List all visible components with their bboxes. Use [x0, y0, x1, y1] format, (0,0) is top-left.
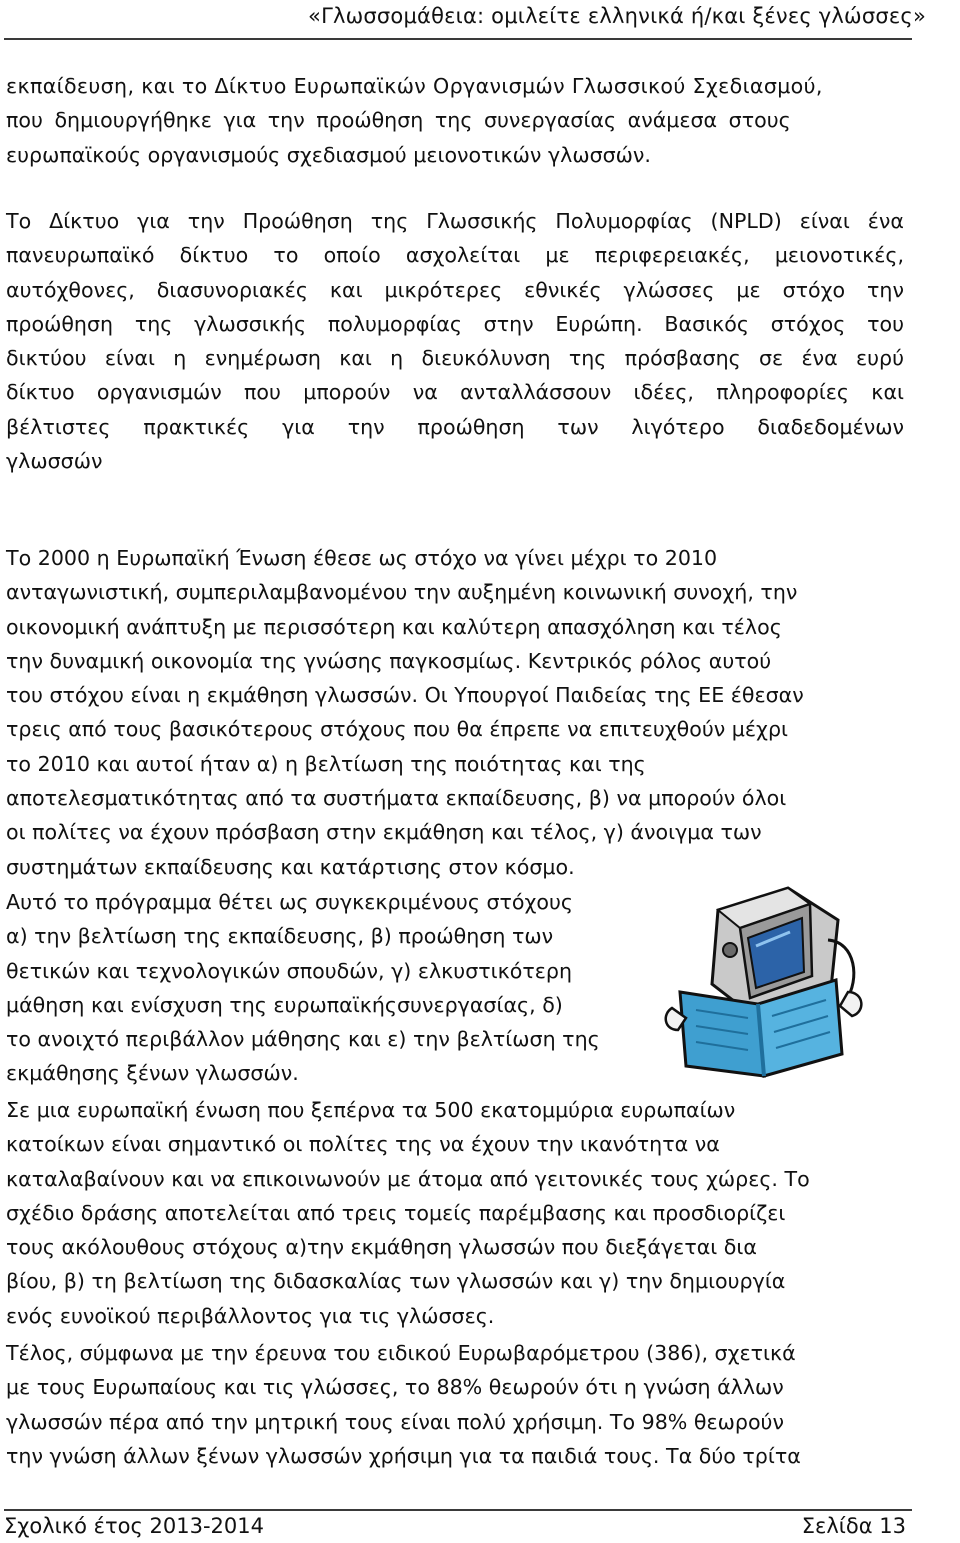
computer-reading-book-icon: [660, 880, 870, 1080]
text-line: Το Δίκτυο για την Προώθηση της Γλωσσικής Πολυμορφίας (NPLD) είναι ένα: [6, 209, 904, 233]
text-line: βέλτιστες πρακτικές για την προώθηση των λιγότερο διαδεδομένων: [6, 414, 904, 439]
text-line: ανταγωνιστική, συμπεριλαμβανομένου την αυξημένη κοινωνική συνοχή, την: [6, 580, 798, 605]
text-line: Αυτό το πρόγραμμα θέτει ως συγκεκριμένους στόχους: [6, 890, 574, 914]
page-header-title: «Γλωσσομάθεια: ομιλείτε ελληνικά ή/και ξένες γλώσσες»: [308, 4, 926, 28]
text-line: οικονομική ανάπτυξη με περισσότερη και καλύτερη απασχόληση και τέλος: [6, 614, 782, 639]
text-line: εκμάθησης ξένων γλωσσών.: [6, 1061, 299, 1086]
text-line: οι πολίτες να έχουν πρόσβαση στην εκμάθηση και τέλος, γ) άνοιγμα των: [6, 820, 762, 845]
text-line: αυτόχθονες, διασυνοριακές και μικρότερες εθνικές γλώσσες με στόχο την: [6, 277, 904, 302]
text-line: Σε μια ευρωπαϊκή ένωση που ξεπέρνα τα 500 εκατομμύρια ευρωπαίων: [6, 1098, 736, 1122]
text-line: κατοίκων είναι σημαντικό οι πολίτες της να έχουν την ικανότητα να: [6, 1132, 720, 1157]
text-line: ενός ευνοϊκού περιβάλλοντος για τις γλώσσες.: [6, 1303, 495, 1328]
text-line: τρεις από τους βασικότερους στόχους που θα έπρεπε να επιτευχθούν μέχρι: [6, 717, 788, 742]
text-line: γλωσσών πέρα από την μητρική τους είναι πολύ χρήσιμη. Το 98% θεωρούν: [6, 1409, 784, 1434]
text-line: εκπαίδευση, και το Δίκτυο Ευρωπαϊκών Οργανισμών Γλωσσικού Σχεδιασμού,: [6, 74, 823, 98]
text-line: συστημάτων εκπαίδευσης και κατάρτισης στον κόσμο.: [6, 854, 575, 879]
text-line: το 2010 και αυτοί ήταν α) η βελτίωση της ποιότητας και της: [6, 751, 646, 776]
text-line: δικτύου είναι η ενημέρωση και η διευκόλυνση της πρόσβασης σε ένα ευρύ: [6, 346, 904, 371]
text-line: που δημιουργήθηκε για την προώθηση της συνεργασίας ανάμεσα στους: [6, 108, 791, 133]
paragraph-5-action-plan: [6, 1093, 904, 1333]
paragraph-3-eu-2000: [6, 541, 904, 884]
text-line: πανευρωπαϊκό δίκτυο το οποίο ασχολείται με περιφερειακές, μειονοτικές,: [6, 243, 904, 268]
paragraph-1: [6, 69, 904, 172]
text-line: γλωσσών: [6, 449, 103, 474]
text-line: καταλαβαίνουν και να επικοινωνούν με άτομα από γειτονικές τους χώρες. Το: [6, 1166, 810, 1191]
text-line: δίκτυο οργανισμών που μπορούν να ανταλλάσσουν ιδέες, πληροφορίες και: [6, 380, 904, 405]
text-line: τους ακόλουθους στόχους α)την εκμάθηση γλωσσών που διεξάγεται δια: [6, 1235, 757, 1260]
footer-page-number: Σελίδα 13: [801, 1514, 906, 1538]
text-line: Τέλος, σύμφωνα με την έρευνα του ειδικού Ευρωβαρόμετρου (386), σχετικά: [6, 1341, 796, 1365]
footer-school-year: Σχολικό έτος 2013-2014: [4, 1514, 264, 1538]
text-line: την δυναμική οικονομία της γνώσης παγκοσμίως. Κεντρικός ρόλος αυτού: [6, 648, 772, 673]
text-line: μάθηση και ενίσχυση της ευρωπαϊκήςσυνεργασίας, δ): [6, 992, 563, 1017]
text-line: του στόχου είναι η εκμάθηση γλωσσών. Οι Υπουργοί Παιδείας της ΕΕ έθεσαν: [6, 683, 804, 708]
paragraph-6-eurobarometer: [6, 1336, 904, 1473]
text-line: το ανοιχτό περιβάλλον μάθησης και ε) την βελτίωση της: [6, 1027, 600, 1052]
text-line: α) την βελτίωση της εκπαίδευσης, β) προώθηση των: [6, 924, 554, 949]
text-line: Το 2000 η Ευρωπαϊκή Ένωση έθεσε ως στόχο να γίνει μέχρι το 2010: [6, 546, 718, 570]
text-line: θετικών και τεχνολογικών σπουδών, γ) ελκυστικότερη: [6, 958, 573, 983]
text-line: προώθηση της γλωσσικής πολυμορφίας στην Ευρώπη. Βασικός στόχος του: [6, 311, 904, 336]
paragraph-2-npld: [6, 204, 904, 478]
text-line: αποτελεσματικότητας από τα συστήματα εκπαίδευσης, β) να μπορούν όλοι: [6, 786, 787, 811]
footer-divider: [4, 1509, 912, 1511]
text-line: ευρωπαϊκούς οργανισμούς σχεδιασμού μειονοτικών γλωσσών.: [6, 142, 651, 167]
text-line: βίου, β) τη βελτίωση της διδασκαλίας των γλωσσών και γ) την δημιουργία: [6, 1269, 786, 1294]
text-line: με τους Ευρωπαίους και τις γλώσσες, το 88% θεωρούν ότι η γνώση άλλων: [6, 1375, 784, 1400]
text-line: την γνώση άλλων ξένων γλωσσών χρήσιμη για τα παιδιά τους. Τα δύο τρίτα: [6, 1443, 801, 1468]
header-divider: [4, 38, 912, 40]
paragraph-4-programme-goals: [6, 885, 666, 1091]
text-line: σχέδιο δράσης αποτελείται από τρεις τομείς παρέμβασης και προσδιορίζει: [6, 1200, 786, 1225]
